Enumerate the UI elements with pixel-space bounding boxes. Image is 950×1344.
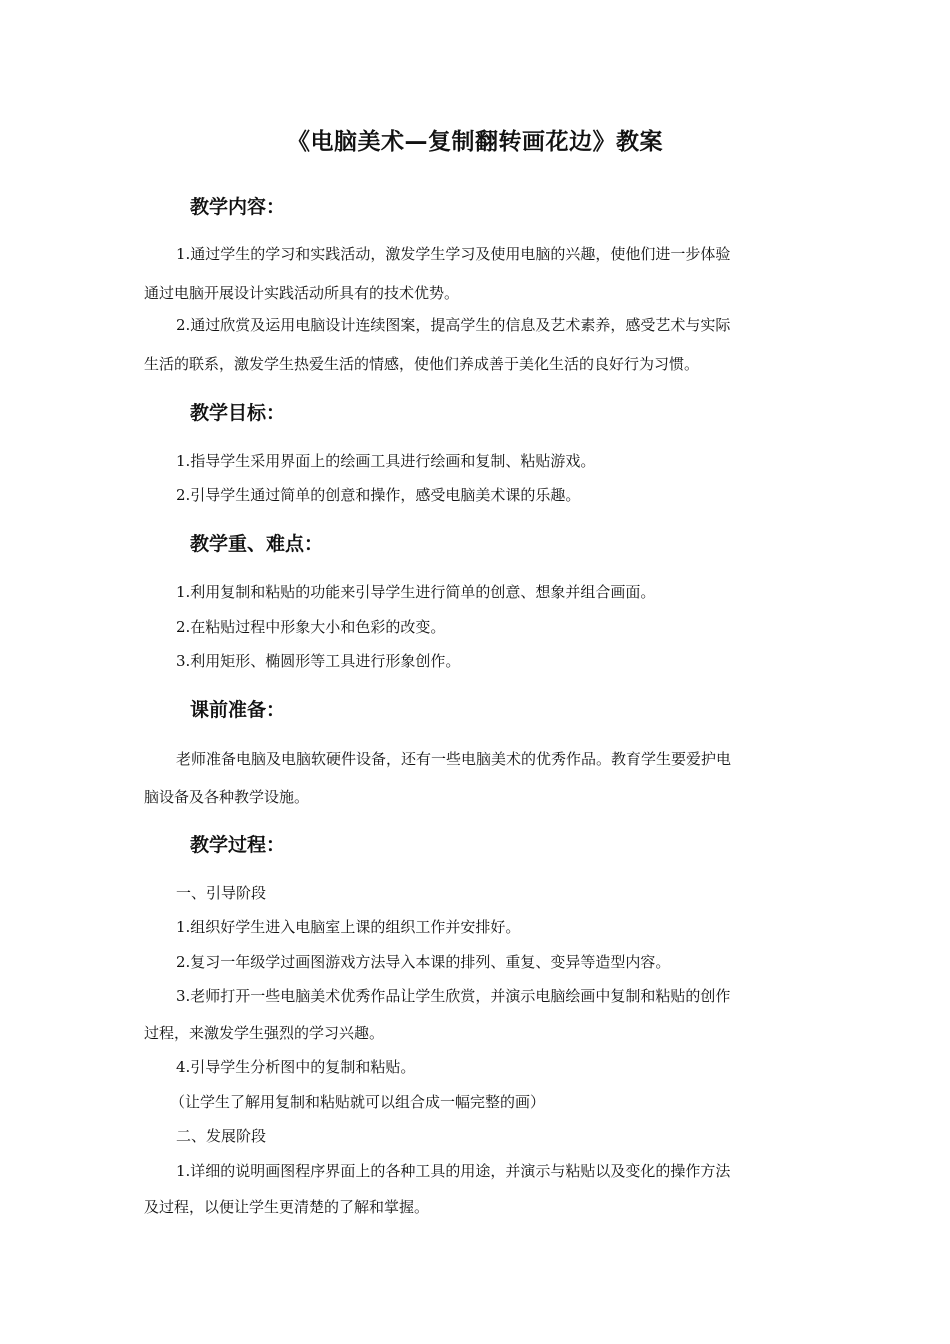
section-heading-process: 教学过程： [190, 834, 286, 856]
content-paragraph-1-line-2: 通过电脑开展设计实践活动所具有的技术优势。 [144, 284, 460, 302]
process-stage-2-item-1-line-1: 1.详细的说明画图程序界面上的各种工具的用途，并演示与粘贴以及变化的操作方法 [176, 1162, 731, 1180]
key-points-item-2: 2.在粘贴过程中形象大小和色彩的改变。 [176, 618, 446, 636]
goals-item-1: 1.指导学生采用界面上的绘画工具进行绘画和复制、粘贴游戏。 [176, 452, 596, 470]
content-paragraph-2-line-2: 生活的联系，激发学生热爱生活的情感，使他们养成善于美化生活的良好行为习惯。 [144, 355, 700, 373]
preparation-line-1: 老师准备电脑及电脑软硬件设备，还有一些电脑美术的优秀作品。教育学生要爱护电 [176, 750, 732, 768]
content-paragraph-2-line-1: 2.通过欣赏及运用电脑设计连续图案，提高学生的信息及艺术素养，感受艺术与实际 [176, 316, 731, 334]
process-stage-2-item-1-line-2: 及过程，以便让学生更清楚的了解和掌握。 [144, 1198, 430, 1216]
process-stage-1-item-4: 4.引导学生分析图中的复制和粘贴。 [176, 1058, 416, 1076]
content-paragraph-1-line-1: 1.通过学生的学习和实践活动，激发学生学习及使用电脑的兴趣，使他们进一步体验 [176, 245, 731, 263]
section-heading-goals: 教学目标： [190, 402, 286, 424]
process-stage-2-label: 二、发展阶段 [176, 1127, 267, 1145]
process-stage-1-item-3-line-2: 过程，来激发学生强烈的学习兴趣。 [144, 1024, 385, 1042]
section-heading-key-points: 教学重、难点： [190, 533, 324, 555]
preparation-line-2: 脑设备及各种教学设施。 [144, 788, 310, 806]
process-stage-1-note: （让学生了解用复制和粘贴就可以组合成一幅完整的画） [170, 1093, 546, 1111]
document-title: 《电脑美术—复制翻转画花边》教案 [287, 129, 663, 155]
process-stage-1-item-1: 1.组织好学生进入电脑室上课的组织工作并安排好。 [176, 918, 521, 936]
section-heading-content: 教学内容： [190, 196, 286, 218]
process-stage-1-label: 一、引导阶段 [176, 884, 267, 902]
key-points-item-3: 3.利用矩形、椭圆形等工具进行形象创作。 [176, 652, 461, 670]
goals-item-2: 2.引导学生通过简单的创意和操作，感受电脑美术课的乐趣。 [176, 486, 581, 504]
process-stage-1-item-3-line-1: 3.老师打开一些电脑美术优秀作品让学生欣赏，并演示电脑绘画中复制和粘贴的创作 [176, 987, 731, 1005]
process-stage-1-item-2: 2.复习一年级学过画图游戏方法导入本课的排列、重复、变异等造型内容。 [176, 953, 671, 971]
key-points-item-1: 1.利用复制和粘贴的功能来引导学生进行简单的创意、想象并组合画面。 [176, 583, 656, 601]
section-heading-preparation: 课前准备： [190, 699, 286, 721]
